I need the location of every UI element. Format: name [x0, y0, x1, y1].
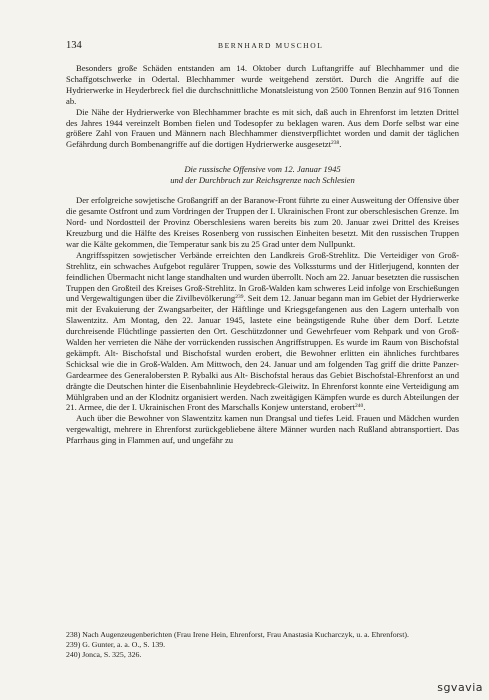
footnote: 240) Jonca, S. 325, 326.	[66, 649, 142, 659]
footnote-ref: 238	[330, 140, 340, 147]
footnote: 238) Nach Augenzeugenberichten (Frau Irene Hein, Ehrenforst, Frau Anastasia Kucharczyk, u. a. Ehrenforst).	[66, 630, 409, 639]
footnotes	[66, 630, 459, 659]
footnote-ref: 239	[235, 294, 244, 301]
section-heading-line: und der Durchbruch zur Reichsgrenze nach Schlesien	[170, 175, 355, 186]
footnote-ref: 240	[355, 403, 364, 410]
paragraph: Auch über die Bewohner von Slawentzitz kamen nun Drangsal und tiefes Leid. Frauen und Mädchen wurden vergewaltigt, mehrere in Ehrenforst zurückgebliebene ältere Männer wurden nach Rußland abtransportiert. Das Pfarrhaus ging in Flammen auf, und ungefähr zu	[66, 413, 459, 446]
paragraph: Angriffsspitzen sowjetischer Verbände erreichten den Landkreis Groß-Strehlitz. Die Verteidiger von Groß-Strehlitz, ein schwaches Aufgebot regulärer Truppen, sowie des Volkssturms und der Hitlerjugend, konnten der feindlichen Übermacht nicht lange standhalten und wurden überrollt. Noch am 22. Januar besetzten die russischen Truppen den Großteil des Kreises Groß-Strehlitz. In Groß-Walden kam schweres Leid infolge von Erschießungen und Vergewaltigungen über die Zivilbevölkerung$^{239}$. Seit dem 12. Januar begann man im Gebiet der Hydrierwerke mit der Evakuierung der Zwangsarbeiter, der Häftlinge und Kriegsgefangenen aus den Lagern unterhalb von Slawentzitz. Am Montag, den 22. Januar 1945, lastete eine beängstigende Ruhe über dem Dorf. Letzte durchreisende Flüchtlinge passierten den Ort. Geschützdonner und Gewehrfeuer vom Rehpark und von Groß-Walden her verrieten die Nähe der vorrückenden russischen Angriffstruppen. Es wurde im Raum von Bischofstal gekämpft. Alt- Bischofstal und Bischofstal wurden erobert, die Bewohner erlitten ein ähnliches furchtbares Schicksal wie die in Groß-Walden. Am Mittwoch, den 24. Januar und am folgenden Tag griff die dritte Panzer-Gardearmee des Generalobersten P. Rybalki aus Alt- Bischofstal heraus das Gebiet Bischofstal-Ehrenforst an und drängte die Deutschen hinter die Eisenbahnlinie Heydebreck-Gleiwitz. In Ehrenforst konnte eine Verteidigung am Mühlgraben und an der Klodnitz organisiert werden. Nach zweitägigen Kämpfen wurde es durch Abteilungen der 21. Armee, die der I. Ukrainischen Front des Marschalls Konjew unterstand, erobert$^{240}$.	[66, 249, 459, 413]
section-heading-line: Die russische Offensive vom 12. Januar 1945	[184, 164, 341, 175]
paragraph: Die Nähe der Hydrierwerke von Blechhammer brachte es mit sich, daß auch in Ehrenforst im letzten Drittel des Jahres 1944 vereinzelt Bomben fielen und Todesopfer zu beklagen waren. Aus dem Dorfe selbst war eine größere Zahl von Frauen und Männern nach Blechhammer dienstverpflichtet worden und damit der täglichen Gefährdung durch Bombenangriffe auf die dortigen Hydrierwerke ausgesetzt$^{238}$.	[66, 106, 459, 150]
running-head: BERNHARD MUSCHOL	[218, 41, 324, 50]
paragraph: Der erfolgreiche sowjetische Großangriff an der Baranow-Front führte zu einer Ausweitung der Offensive über die gesamte Ostfront und zum Vordringen der Truppen der I. Ukrainischen Front zur oberschlesischen Grenze. Im Nord- und Nordostteil der Provinz Oberschlesiens waren bereits bis zum 20. Januar zwei Drittel des Kreises Kreuzburg und die Hälfte des Kreises Rosenberg von russischen Einheiten besetzt. Mit den russischen Truppen war die Kälte gekommen, die Temperatur sank bis zu 25 Grad unter dem Nullpunkt.	[66, 195, 459, 249]
page-header	[66, 40, 459, 54]
section-heading	[66, 164, 459, 186]
watermark: sgvavia	[437, 681, 483, 694]
body-text	[66, 63, 459, 446]
paragraph: Besonders große Schäden entstanden am 14. Oktober durch Luftangriffe auf Blechhammer und die Schaffgotschwerke in Odertal. Blechhammer wurde weitgehend zerstört. Durch die Angriffe auf die Hydrierwerke in Heyderbreck fiel die durchschnittliche Monatsleistung von 2500 Tonnen Benzin auf 916 Tonnen ab.	[66, 63, 459, 106]
footnote: 239) G. Gunter, a. a. O., S. 139.	[66, 639, 166, 649]
page-number: 134	[66, 40, 82, 51]
